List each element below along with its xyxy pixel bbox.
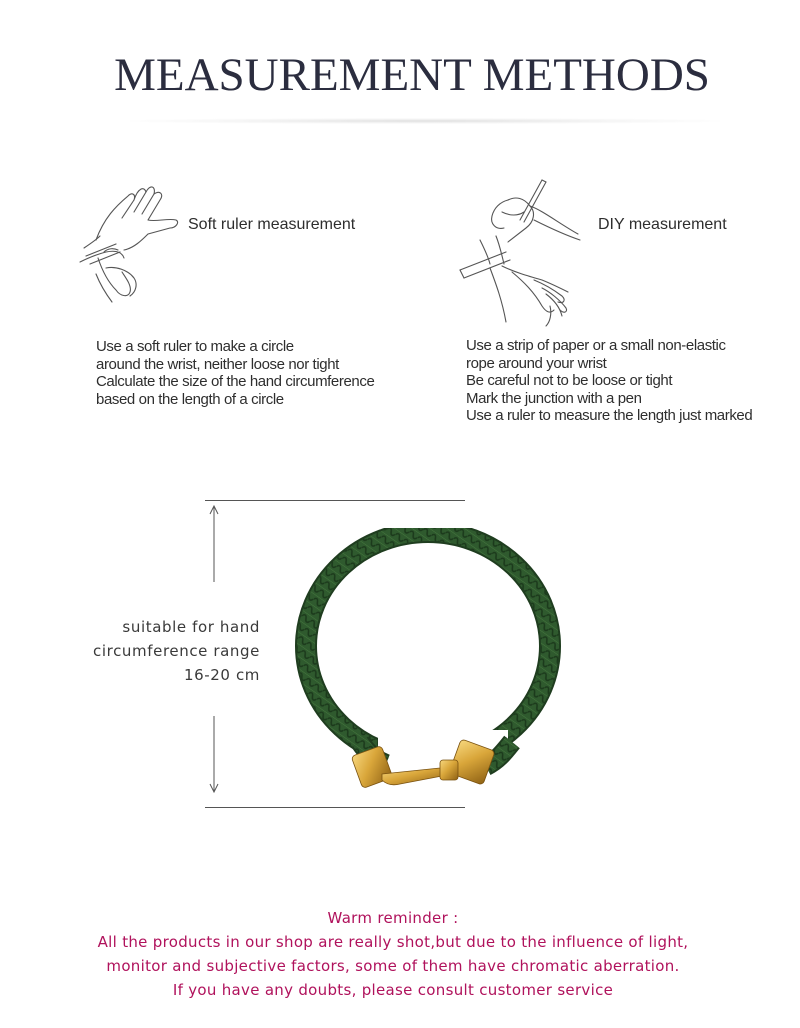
down-arrow-icon [208,714,220,794]
warm-reminder [0,906,786,1002]
desc-line: Use a ruler to measure the length just marked [466,407,753,424]
reminder-line: monitor and subjective factors, some of them have chromatic aberration. [106,957,680,975]
method-description-diy [466,337,752,425]
reminder-line: If you have any doubts, please consult customer service [172,981,614,999]
desc-line: based on the length of a circle [96,390,284,408]
desc-line: Use a soft ruler to make a circle [96,338,294,355]
range-line: 16-20 cm [183,666,260,684]
desc-line: Mark the junction with a pen [466,389,642,407]
range-top-line [205,500,465,501]
title-underline-shadow [130,118,720,124]
up-arrow-icon [208,504,220,584]
method-description-soft-ruler [96,338,374,408]
circumference-range-text [93,615,260,687]
bracelet-image [290,528,570,798]
method-label-soft-ruler: Soft ruler measurement [188,216,356,233]
page-title: MEASUREMENT METHODS [114,49,710,101]
desc-line: Calculate the size of the hand circumference [96,373,375,390]
method-label-diy: DIY measurement [598,216,727,233]
desc-line: Be careful not to be loose or tight [466,372,673,389]
hand-paper-strip-illustration [450,176,590,331]
desc-line: rope around your wrist [466,354,607,372]
desc-line: Use a strip of paper or a small non-elastic [466,337,726,354]
reminder-heading: Warm reminder : [327,909,459,927]
desc-line: around the wrist, neither loose nor tight [96,355,339,373]
range-bottom-line [205,807,465,808]
range-line: suitable for hand [122,618,260,636]
range-line: circumference range [93,642,260,660]
hand-soft-ruler-illustration [76,178,186,308]
reminder-line: All the products in our shop are really shot,but due to the influence of light, [97,933,689,951]
